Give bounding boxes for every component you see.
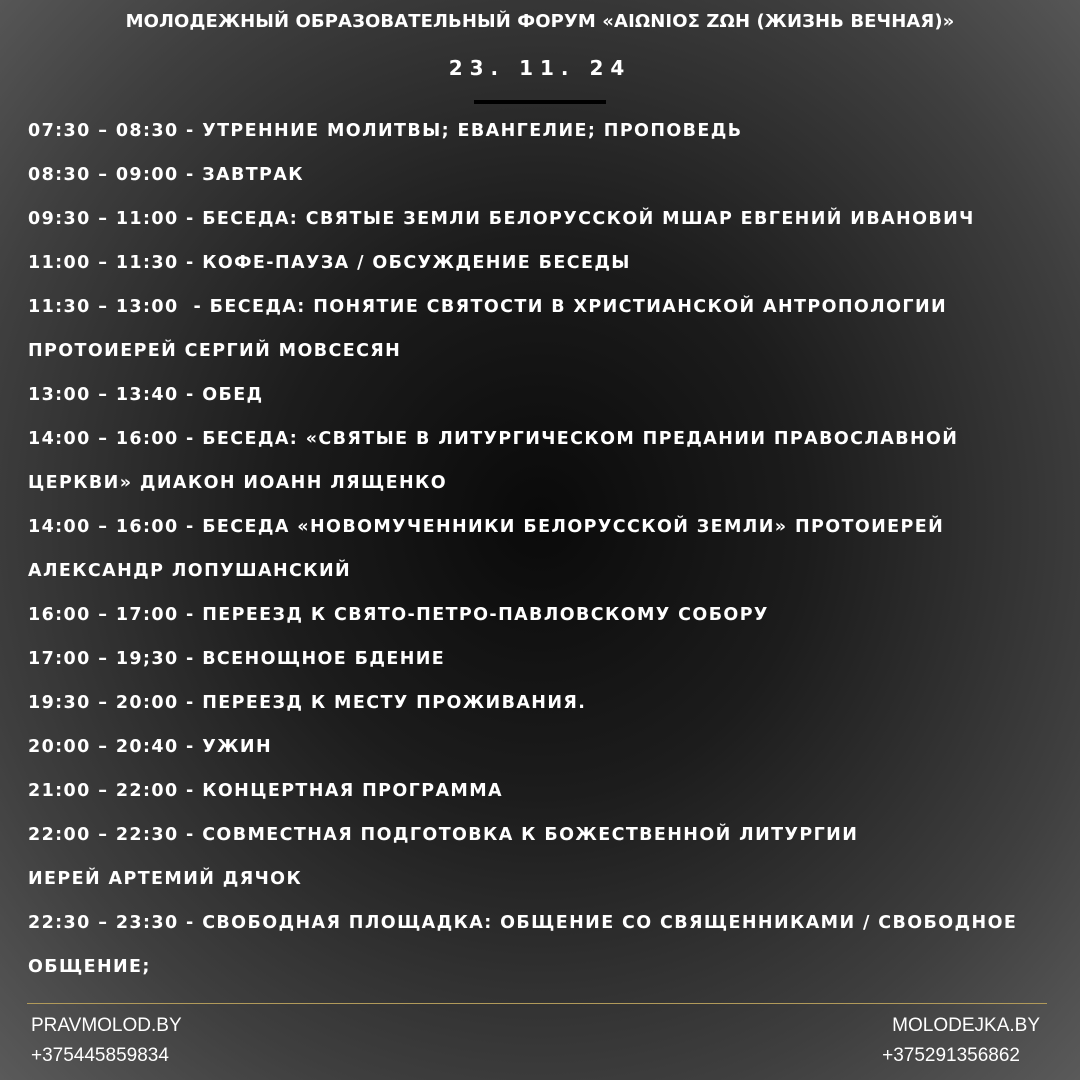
schedule-list (28, 116, 1068, 996)
schedule-line: ЦЕРКВИ» ДИАКОН ИОАНН ЛЯЩЕНКО (28, 473, 448, 493)
schedule-line: 19:30 – 20:00 - ПЕРЕЕЗД К МЕСТУ ПРОЖИВАНИЯ. (28, 693, 587, 713)
schedule-line: 14:00 – 16:00 - БЕСЕДА: «СВЯТЫЕ В ЛИТУРГИЧЕСКОМ ПРЕДАНИИ ПРАВОСЛАВНОЙ (28, 429, 959, 449)
schedule-line: 07:30 – 08:30 - УТРЕННИЕ МОЛИТВЫ; ЕВАНГЕЛИЕ; ПРОПОВЕДЬ (28, 121, 743, 141)
schedule-line: 14:00 – 16:00 - БЕСЕДА «НОВОМУЧЕННИКИ БЕЛОРУССКОЙ ЗЕМЛИ» ПРОТОИЕРЕЙ (28, 517, 945, 537)
schedule-line: 16:00 – 17:00 - ПЕРЕЕЗД К СВЯТО-ПЕТРО-ПАВЛОВСКОМУ СОБОРУ (28, 605, 769, 625)
schedule-line: 08:30 – 09:00 - ЗАВТРАК (28, 165, 304, 185)
schedule-line: 21:00 – 22:00 - КОНЦЕРТНАЯ ПРОГРАММА (28, 781, 503, 801)
schedule-line: 11:30 – 13:00 - БЕСЕДА: ПОНЯТИЕ СВЯТОСТИ В ХРИСТИАНСКОЙ АНТРОПОЛОГИИ (28, 297, 948, 317)
schedule-line: ИЕРЕЙ АРТЕМИЙ ДЯЧОК (28, 869, 303, 889)
schedule-line: АЛЕКСАНДР ЛОПУШАНСКИЙ (28, 561, 352, 581)
event-date: 23. 11. 24 (448, 56, 632, 80)
schedule-line: 17:00 – 19;30 - ВСЕНОЩНОЕ БДЕНИЕ (28, 649, 446, 669)
schedule-line: ПРОТОИЕРЕЙ СЕРГИЙ МОВСЕСЯН (28, 341, 402, 361)
footer-phone-left[interactable]: +375445859834 (31, 1045, 169, 1066)
page-title: МОЛОДЕЖНЫЙ ОБРАЗОВАТЕЛЬНЫЙ ФОРУМ «ΑΙΩΝΙΟΣ ΖΩΗ (ЖИЗНЬ ВЕЧНАЯ)» (125, 11, 955, 32)
schedule-line: 11:00 – 11:30 - КОФЕ-ПАУЗА / ОБСУЖДЕНИЕ БЕСЕДЫ (28, 253, 631, 273)
schedule-line: 09:30 – 11:00 - БЕСЕДА: СВЯТЫЕ ЗЕМЛИ БЕЛОРУССКОЙ МШАР ЕВГЕНИЙ ИВАНОВИЧ (28, 209, 975, 229)
footer-website-left[interactable]: PRAVMOLOD.BY (31, 1015, 182, 1036)
schedule-line: 22:30 – 23:30 - СВОБОДНАЯ ПЛОЩАДКА: ОБЩЕНИЕ СО СВЯЩЕННИКАМИ / СВОБОДНОЕ (28, 913, 1018, 933)
schedule-line: 13:00 – 13:40 - ОБЕД (28, 385, 264, 405)
footer-divider (27, 1003, 1047, 1004)
footer-phone-right[interactable]: +375291356862 (882, 1045, 1020, 1066)
schedule-line: 20:00 – 20:40 - УЖИН (28, 737, 272, 757)
schedule-line: 22:00 – 22:30 - СОВМЕСТНАЯ ПОДГОТОВКА К БОЖЕСТВЕННОЙ ЛИТУРГИИ (28, 825, 859, 845)
footer-website-right[interactable]: MOLODEJKA.BY (892, 1015, 1040, 1036)
schedule-line: ОБЩЕНИЕ; (28, 957, 151, 977)
date-underline (474, 100, 606, 104)
